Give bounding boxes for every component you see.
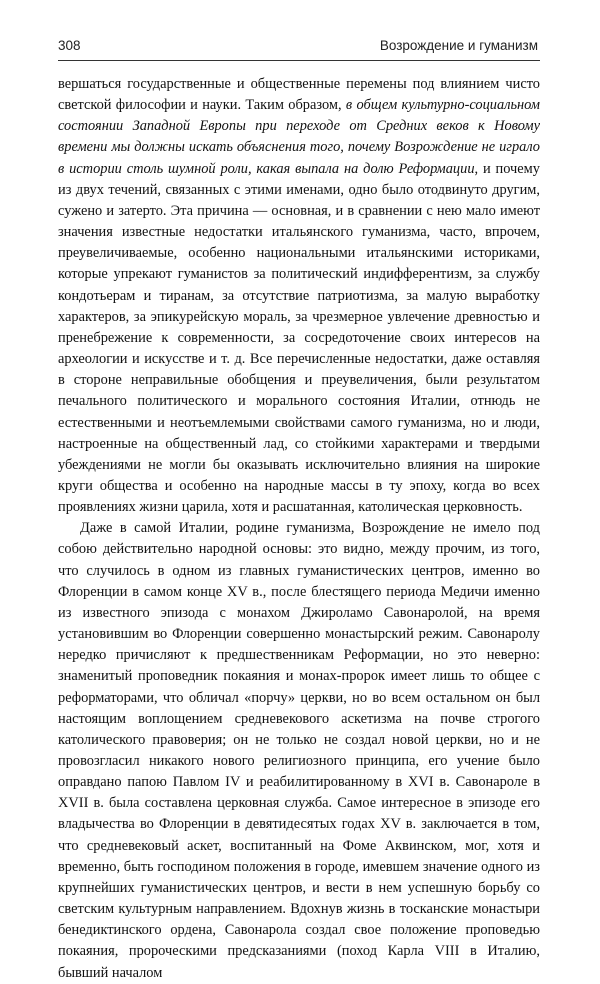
running-head <box>58 38 538 56</box>
paragraph <box>58 74 540 518</box>
body-text <box>58 74 540 984</box>
paragraph-text: вершаться государственные и общественные перемены под влиянием чисто светской философии и науки. Таким образом, <box>58 76 540 114</box>
running-title: Возрождение и гуманизм <box>379 38 538 53</box>
paragraph: Даже в самой Италии, родине гуманизма, Возрождение не имело под собою действительно народной основы: это видно, между прочим, из того, что случилось в одном из главных гуманистических центров, именно во Флоренции в самом конце XV в., после блестящего периода Медичи именно из известного эпизода с монахом Джироламо Савонаролой, на время установившим во Флоренции совершенно монастырский режим. Савонаролу нередко причисляют к предшественникам Реформации, но это неверно: знаменитый проповедник покаяния и монах-пророк имеет лишь то общее с реформаторами, что обличал «порчу» церкви, но во всем остальном он был настоящим воплощением средневекового аскетизма на почве строгого католического правоверия; он не только не создал новой церкви, но и не провозгласил никакого нового религиозного принципа, его учение было оправдано папою Павлом IV и реабилитированному в XVI в. Савонароле в XVII в. была составлена церковная служба. Самое интересное в эпизоде его владычества во Флоренции в девятидесятых годах XV в. заключается в том, что средневековый аскет, воспитанный на Фоме Аквинском, мог, хотя и временно, быть господином положения в городе, имевшем значение одного из крупнейших гуманистических центров, и вести в нем успешную борьбу со светским культурным направлением. Вдохнув жизнь в тосканские монастыри бенедиктинского ордена, Савонарола создал свое положение проповедью покаяния, пророческими предсказаниями (поход Карла VIII в Италию, бывший началом <box>58 520 540 981</box>
paragraph-text: , и почему из двух течений, связанных с этими именами, одно было отодвинуто другим, сужено и затерто. Эта причина — основная, и в сравнении с нею мало имеют значения известные недостатки итальянского гуманизма, часто, впрочем, преувеличиваемые, особенно национальными итальянскими историками, которые упрекают гуманистов за политический индифферентизм, за службу кондотьерам и тиранам, за отсутствие патриотизма, за малую выработку характеров, за эпикурейскую мораль, за чрезмерное увлечение древностью и пренебрежение к современности, за сосредоточение своих интересов на археологии и искусстве и т. д. Все перечисленные недостатки, даже оставляя в стороне неправильные обобщения и преувеличения, были результатом печального политического и морального состояния Италии, отнюдь не естественными и неотъемлемыми свойствами самого гуманизма, но и люди, настроенные на общественный лад, со стойкими характерами и твердыми убеждениями не могли бы оказывать исключительно влияния на широкие круги общества и особенно на народные массы в ту эпоху, когда во всех проявлениях жизни царила, хотя и расшатанная, католическая церковность. <box>58 160 540 516</box>
page-number: 308 <box>58 38 81 53</box>
header-rule <box>58 60 540 61</box>
italic-emphasis: в общем культурно-социальном состоянии Западной Европы при переходе от Средних веков к Новому времени мы должны искать объяснения того, почему Возрождение не играло в истории столь шумной роли, какая выпала на долю Реформации <box>58 97 540 177</box>
